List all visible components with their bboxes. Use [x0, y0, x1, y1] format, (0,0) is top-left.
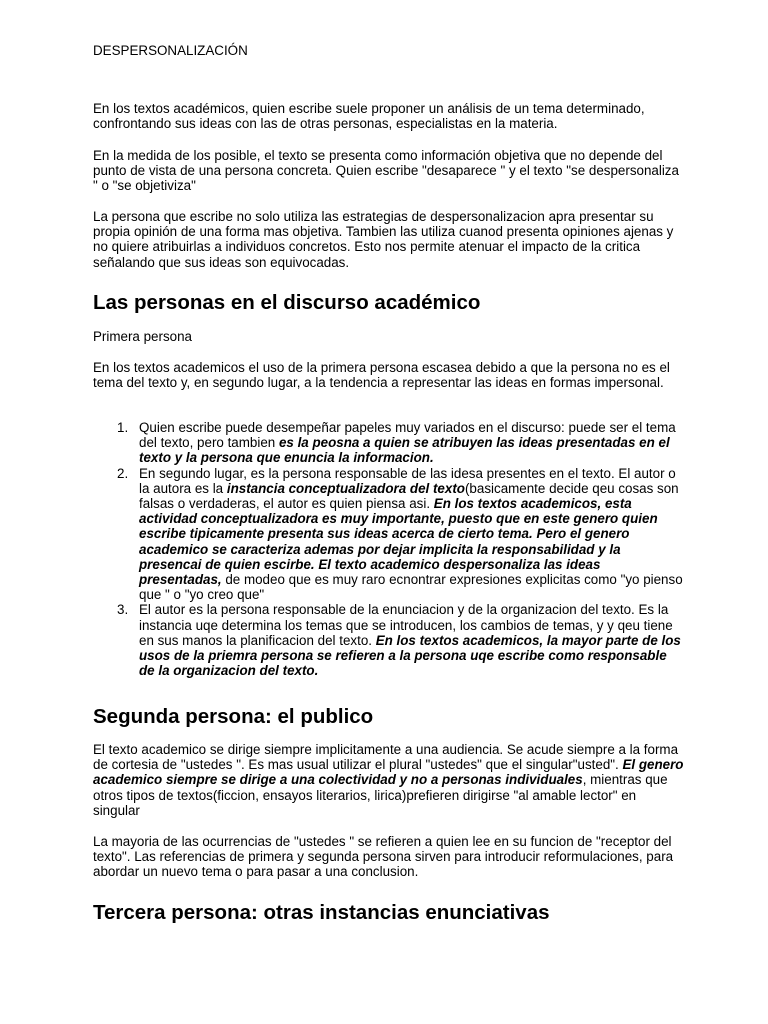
list-item — [93, 420, 685, 466]
paragraph-text: El texto academico se dirige siempre implicitamente a una audiencia. Se acude siempre a la forma de cortesia de "ustedes ". Es mas usual utilizar el plural "ustedes" que el singular"usted". — [93, 742, 679, 773]
list-item-emphasis: En los textos academicos, esta actividad conceptualizadora es muy importante, puesto que en este genero quien escribe tipicamente presenta sus ideas acerca de cierto tema. Pero el genero academico se caracteriza ademas por dejar implicita la responsabilidad y la presencai de quien escirbe. El texto academico despersonaliza las ideas presentadas, — [139, 496, 658, 588]
section-heading-segunda-persona: Segunda persona: el publico — [93, 705, 374, 728]
list-item-text: En segundo lugar, es la persona responsable de las idesa presentes en el texto. El autor o la autora es la — [139, 465, 676, 496]
list-item-text: de modeo que es muy raro ecnontrar expresiones explicitas como "yo pienso que " o "yo creo que" — [139, 572, 683, 603]
intro-paragraph-3: La persona que escribe no solo utiliza las estrategias de despersonalizacion apra presentar su propia opinión de una forma mas objetiva. Tambien las utiliza cuanod presenta opiniones ajenas y no quiere atribuirlas a individuos concretos. Esto nos permite atenuar el impacto de la critica señalando que sus ideas son equivocadas. — [93, 209, 674, 270]
list-item-text: (basicamente decide qeu cosas son falsas o verdaderas, el autor es quien piensa asi. — [139, 480, 679, 512]
paragraph-text: , mientras que otros tipos de textos(ficcion, ensayos literarios, lirica)prefieren dirigirse "al amable lector" en singular — [93, 772, 668, 818]
list-item — [93, 466, 685, 603]
list-item-emphasis: es la peosna a quien se atribuyen las ideas presentadas en el texto y la persona que enuncia la informacion. — [139, 435, 670, 466]
primera-persona-paragraph: En los textos academicos el uso de la primera persona escasea debido a que la persona no es el tema del texto y, en segundo lugar, a la tendencia a representar las ideas en formas impersonal. — [93, 360, 670, 391]
list-item-emphasis: instancia conceptualizadora del texto — [226, 480, 465, 496]
section-heading-personas: Las personas en el discurso académico — [93, 291, 481, 314]
primera-persona-list — [93, 420, 685, 678]
paragraph-emphasis: El genero academico siempre se dirige a una colectividad y no a personas individuales — [93, 757, 684, 788]
list-item-number: 3. — [117, 602, 129, 618]
subheading-primera-persona: Primera persona — [93, 329, 192, 344]
list-item — [93, 602, 685, 678]
list-item-number: 1. — [117, 420, 129, 435]
intro-paragraph-1: En los textos académicos, quien escribe suele proponer un análisis de un tema determinado, confrontando sus ideas con las de otras personas, especialistas en la materia. — [93, 101, 645, 132]
section-heading-tercera-persona: Tercera persona: otras instancias enunciativas — [93, 901, 550, 924]
intro-paragraph-2: En la medida de los posible, el texto se presenta como información objetiva que no depende del punto de vista de una persona concreta. Quien escribe "desaparece " y el texto "se despersonaliza " o "se objetiviza" — [93, 148, 679, 194]
list-item-text: Quien escribe puede desempeñar papeles muy variados en el discurso: puede ser el tema del texto, pero tambien — [139, 420, 676, 451]
segunda-persona-paragraph-2: La mayoria de las ocurrencias de "ustedes " se refieren a quien lee en su funcion de "receptor del texto". Las referencias de primera y segunda persona sirven para introducir reformulaciones, para abordar un nuevo tema o para pasar a una conclusion. — [93, 834, 674, 880]
segunda-persona-paragraph-1 — [93, 742, 685, 818]
list-item-number: 2. — [117, 465, 129, 481]
document-title: DESPERSONALIZACIÓN — [93, 43, 248, 58]
list-item-text: El autor es la persona responsable de la enunciacion y de la organizacion del texto. Es la instancia uqe determina los temas que se introducen, los cambios de temas, y y qeu tiene en sus manos la planificacion del texto. — [139, 602, 673, 648]
list-item-emphasis: En los textos academicos, la mayor parte de los usos de la priemra persona se refieren a la persona uqe escribe como responsable de la organizacion del texto. — [139, 632, 681, 679]
